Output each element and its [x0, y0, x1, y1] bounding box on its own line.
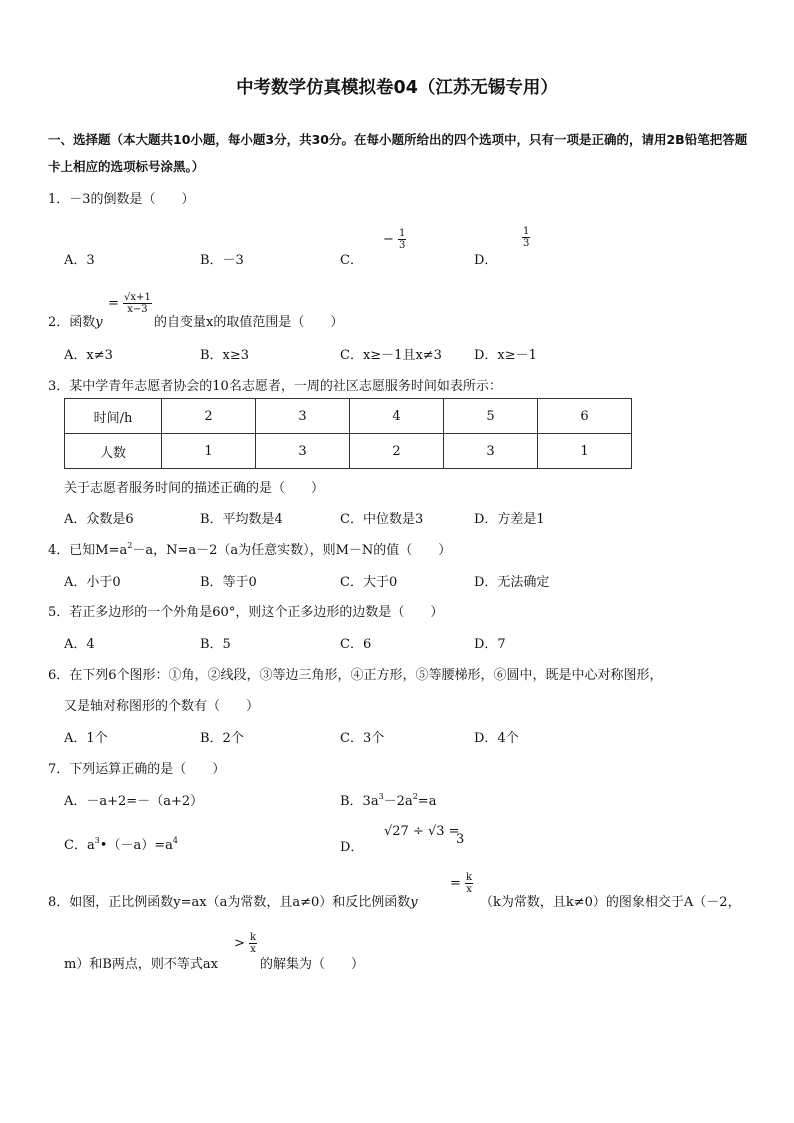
- q2-stem-suffix: 的自变量x的取值范围是（ ）: [154, 315, 344, 330]
- q7-option-a[interactable]: A．－a+2=－（a+2）: [64, 794, 204, 809]
- fraction-denominator: x−3: [127, 304, 148, 315]
- stem-text: 8．如图，正比例函数y=ax（a为常数，且a≠0）和反比例函数: [48, 895, 411, 910]
- question-5-stem: 5．若正多边形的一个外角是60°，则这个正多边形的边数是（ ）: [48, 605, 444, 620]
- fraction-numerator: k: [466, 872, 473, 883]
- table-cell: 3: [256, 434, 350, 469]
- stem-text: 4．已知M=a: [48, 543, 128, 558]
- q2-option-c[interactable]: C．x≥－1且x≠3: [340, 348, 442, 363]
- fraction: [123, 292, 152, 315]
- fraction-denominator: 3: [523, 238, 530, 249]
- q8-inequality-expression: [234, 932, 257, 955]
- q1-option-a[interactable]: A．3: [64, 253, 95, 268]
- question-7-stem: 7．下列运算正确的是（ ）: [48, 762, 226, 777]
- table-cell: 1: [538, 434, 632, 469]
- table-header-cell: 人数: [65, 434, 162, 469]
- fraction: [249, 932, 257, 955]
- question-8-line2-pre: m）和B两点，则不等式ax: [64, 957, 218, 972]
- question-6-stem-line1: 6．在下列6个图形：①角，②线段，③等边三角形，④正方形，⑤等腰梯形，⑥圆中，既是中心对称图形，: [48, 668, 663, 683]
- q1-option-d-label[interactable]: D．: [474, 253, 498, 268]
- greater-than-sign: >: [234, 936, 245, 951]
- q3-question: 关于志愿者服务时间的描述正确的是（ ）: [64, 481, 325, 496]
- table-cell: 1: [162, 434, 256, 469]
- q7-option-d-label[interactable]: D．: [340, 840, 364, 855]
- question-6-stem-line2: 又是轴对称图形的个数有（ ）: [64, 699, 260, 714]
- question-3-stem: 3．某中学青年志愿者协会的10名志愿者，一周的社区志愿服务时间如表所示：: [48, 379, 502, 394]
- q3-option-d[interactable]: D．方差是1: [474, 512, 545, 527]
- variable-y: y: [410, 895, 418, 910]
- superscript: 3: [378, 792, 384, 801]
- table-cell: 3: [256, 399, 350, 434]
- table-cell: 2: [162, 399, 256, 434]
- q7-option-c[interactable]: [64, 834, 178, 853]
- q4-option-b[interactable]: B．等于0: [200, 575, 257, 590]
- q3-option-a[interactable]: A．众数是6: [64, 512, 134, 527]
- table-row: [65, 399, 632, 434]
- q4-option-c[interactable]: C．大于0: [340, 575, 398, 590]
- table-cell: 4: [350, 399, 444, 434]
- q1-option-b[interactable]: B．－3: [200, 253, 244, 268]
- fraction-denominator: x: [250, 944, 256, 955]
- volunteer-time-table: [64, 398, 632, 469]
- q7-option-d-result: 3: [456, 832, 465, 847]
- q8-inverse-function-expression: [450, 872, 473, 895]
- fraction-numerator: k: [250, 932, 257, 943]
- q2-function-expression: [108, 292, 152, 315]
- question-8-line2-post: 的解集为（ ）: [260, 957, 365, 972]
- q3-option-b[interactable]: B．平均数是4: [200, 512, 283, 527]
- table-cell: 5: [444, 399, 538, 434]
- q4-option-d[interactable]: D．无法确定: [474, 575, 550, 590]
- question-2-stem: [48, 311, 103, 330]
- table-cell: 3: [444, 434, 538, 469]
- variable-y: y: [95, 315, 103, 330]
- q2-option-a[interactable]: A．x≠3: [64, 348, 113, 363]
- option-text: •（－a）=a: [99, 838, 173, 853]
- q5-option-d[interactable]: D．7: [474, 637, 506, 652]
- equals-sign: =: [450, 876, 461, 891]
- q6-option-d[interactable]: D．4个: [474, 731, 519, 746]
- q6-option-c[interactable]: C．3个: [340, 731, 385, 746]
- q6-option-b[interactable]: B．2个: [200, 731, 244, 746]
- table-row: [65, 434, 632, 469]
- fraction: [398, 228, 406, 251]
- fraction: [465, 872, 473, 895]
- page-title: 中考数学仿真模拟卷04（江苏无锡专用）: [236, 78, 558, 98]
- q1-option-d-expression: [522, 226, 530, 249]
- option-text: B．3a: [340, 794, 379, 809]
- table-cell: 6: [538, 399, 632, 434]
- question-8-line1-post: （k为常数，且k≠0）的图象相交于A（－2，: [480, 895, 741, 910]
- q1-option-c-expression: [383, 228, 406, 251]
- q7-option-d-expression: √27 ÷ √3 =: [384, 824, 460, 839]
- fraction-numerator: √x+1: [124, 292, 151, 303]
- stem-prefix: 2．函数: [48, 315, 96, 330]
- table-header-cell: 时间/h: [65, 399, 162, 434]
- superscript: 2: [127, 541, 133, 550]
- minus-sign: −: [383, 232, 394, 247]
- fraction-numerator: 1: [523, 226, 530, 237]
- q6-option-a[interactable]: A．1个: [64, 731, 108, 746]
- question-4-stem: [48, 539, 451, 558]
- fraction: [522, 226, 530, 249]
- q3-option-c[interactable]: C．中位数是3: [340, 512, 424, 527]
- superscript: 3: [94, 836, 100, 845]
- q5-option-c[interactable]: C．6: [340, 637, 372, 652]
- stem-text: －a，N=a－2（a为任意实数），则M－N的值（ ）: [132, 543, 452, 558]
- equals-sign: =: [108, 296, 119, 311]
- section-instructions: 一、选择题（本大题共10小题，每小题3分，共30分。在每小题所给出的四个选项中，只有一项是正确的，请用2B铅笔把答题卡上相应的选项标号涂黑。）: [48, 132, 748, 174]
- q5-option-b[interactable]: B．5: [200, 637, 231, 652]
- question-1-stem: 1．－3的倒数是（ ）: [48, 192, 195, 207]
- option-text: =a: [417, 794, 437, 809]
- q7-option-b[interactable]: [340, 790, 436, 809]
- superscript: 2: [412, 792, 418, 801]
- q2-option-d[interactable]: D．x≥－1: [474, 348, 537, 363]
- q2-option-b[interactable]: B．x≥3: [200, 348, 250, 363]
- table-cell: 2: [350, 434, 444, 469]
- q5-option-a[interactable]: A．4: [64, 637, 95, 652]
- fraction-numerator: 1: [399, 228, 406, 239]
- q1-option-c-label[interactable]: C．: [340, 253, 363, 268]
- superscript: 4: [172, 836, 178, 845]
- q4-option-a[interactable]: A．小于0: [64, 575, 121, 590]
- option-text: －2a: [383, 794, 413, 809]
- option-text: C．a: [64, 838, 95, 853]
- fraction-denominator: x: [466, 884, 472, 895]
- fraction-denominator: 3: [399, 240, 406, 251]
- question-8-line1-pre: [48, 891, 418, 910]
